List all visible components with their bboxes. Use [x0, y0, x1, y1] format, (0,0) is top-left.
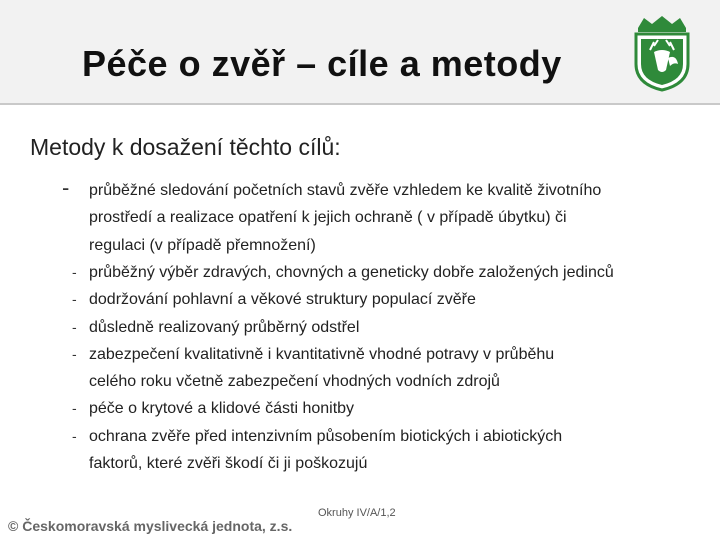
list-item-line: důsledně realizovaný průběrný odstřel: [89, 318, 360, 336]
list-item-line: zabezpečení kvalitativně i kvantitativně vhodné potravy v průběhu: [89, 345, 555, 363]
list-item-line: ochrana zvěře před intenzivním působením biotických i abiotických: [89, 427, 563, 445]
list-item-line: celého roku včetně zabezpečení vhodných vodních zdrojů: [89, 373, 500, 391]
list-item-line: regulaci (v případě přemnožení): [89, 236, 316, 254]
list-item-line: faktorů, které zvěři škodí či ji poškozujú: [89, 455, 368, 472]
list-item-line: dodržování pohlavní a věkové struktury populací zvěře: [89, 291, 476, 309]
bullet-dash: -: [72, 318, 77, 335]
copyright-icon: ©: [8, 518, 19, 534]
list-item-line: prostředí a realizace opatření k jejich ochraně ( v případě úbytku) či: [89, 209, 567, 227]
footer-copyright: [8, 518, 292, 534]
list-item-line: průběžný výběr zdravých, chovných a geneticky dobře založených jedinců: [89, 263, 614, 281]
bullet-dash: -: [72, 263, 77, 280]
bullet-dash: -: [72, 291, 77, 308]
bullet-dash: -: [72, 400, 77, 417]
slide-title: Péče o zvěř – cíle a metody: [82, 43, 562, 84]
bullet-dash: -: [72, 427, 77, 444]
footer-reference: Okruhy IV/A/1,2: [318, 507, 396, 519]
list-item-line: průběžné sledování početních stavů zvěře vzhledem ke kvalitě životního: [89, 182, 602, 199]
bullet-dash: -: [72, 345, 77, 362]
slide-subtitle: Metody k dosažení těchto cílů:: [30, 134, 341, 160]
slide-header: [0, 0, 720, 105]
copyright-text: Českomoravská myslivecká jednota, z.s.: [22, 518, 293, 534]
hunting-association-emblem-icon: [630, 14, 694, 92]
bullet-dash: -: [62, 175, 70, 200]
list-item-line: péče o krytové a klidové části honitby: [89, 400, 355, 418]
